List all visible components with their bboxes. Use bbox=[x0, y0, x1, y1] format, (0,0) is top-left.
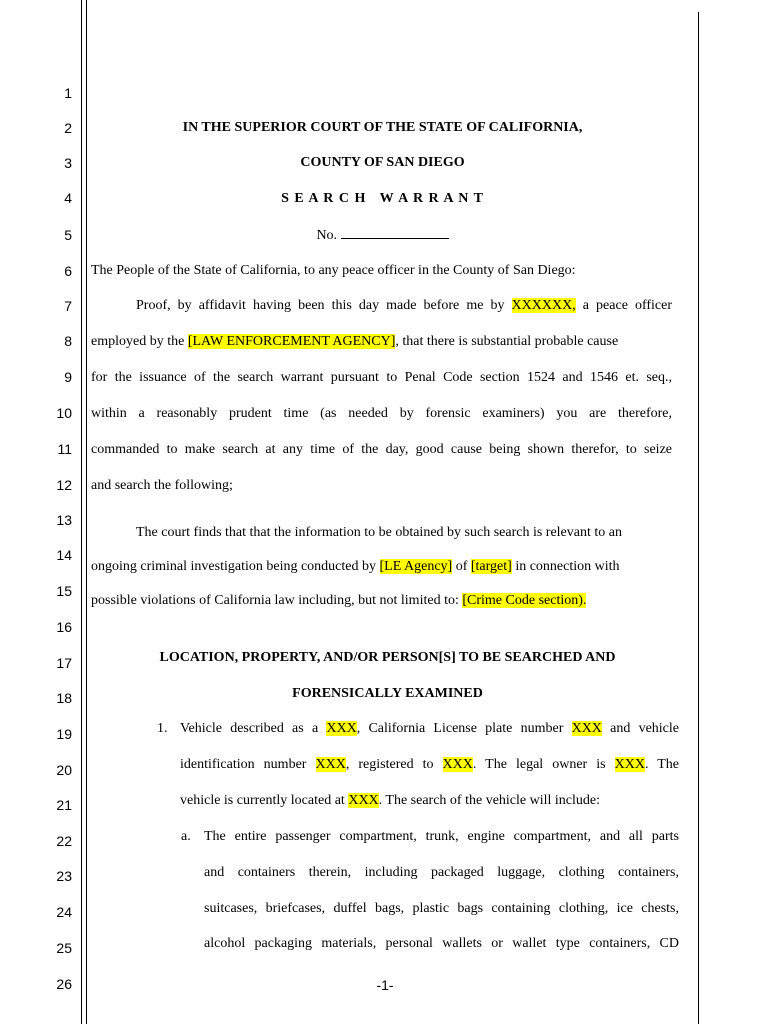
county-heading: COUNTY OF SAN DIEGO bbox=[300, 155, 465, 170]
line-number: 20 bbox=[56, 762, 72, 778]
document-title: S E A R C H W A R R A N T bbox=[281, 191, 484, 206]
line-6: The People of the State of California, to any peace officer in the County of San Diego: bbox=[91, 263, 576, 278]
line-number: 4 bbox=[64, 190, 72, 206]
line-number: 21 bbox=[56, 797, 72, 813]
line-number: 16 bbox=[56, 619, 72, 635]
line-24: suitcases, briefcases, duffel bags, plastic bags containing clothing, ice chests, bbox=[204, 901, 679, 916]
item-1-number: 1. bbox=[157, 721, 168, 736]
highlight-agency: [LAW ENFORCEMENT AGENCY] bbox=[187, 334, 396, 349]
line-number: 26 bbox=[56, 976, 72, 992]
highlight-target: [target] bbox=[470, 559, 512, 574]
line-10: within a reasonably prudent time (as needed by forensic examiners) you are therefore, bbox=[91, 406, 672, 421]
line-8: employed by the [LAW ENFORCEMENT AGENCY], that there is substantial probable cause bbox=[91, 334, 619, 349]
line-number: 8 bbox=[64, 333, 72, 349]
section-heading-line-2: FORENSICALLY EXAMINED bbox=[292, 686, 483, 701]
line-20: identification number XXX, registered to XXX. The legal owner is XXX. The bbox=[180, 757, 680, 772]
line-9: for the issuance of the search warrant pursuant to Penal Code section 1524 and 1546 et. seq., bbox=[91, 370, 672, 385]
line-number: 3 bbox=[64, 155, 72, 171]
right-margin-rule bbox=[698, 12, 699, 1024]
highlight-registered-owner: XXX bbox=[442, 757, 473, 772]
line-7: Proof, by affidavit having been this day made before me by XXXXXX, a peace officer bbox=[136, 298, 673, 313]
line-number: 6 bbox=[64, 263, 72, 279]
line-22: The entire passenger compartment, trunk, engine compartment, and all parts bbox=[204, 829, 679, 844]
highlight-affiant: XXXXXX, bbox=[511, 298, 576, 313]
highlight-plate: XXX bbox=[571, 721, 602, 736]
case-number bbox=[90, 226, 675, 245]
line-number: 12 bbox=[56, 477, 72, 493]
line-number: 5 bbox=[64, 227, 72, 243]
section-heading-line-1: LOCATION, PROPERTY, AND/OR PERSON[S] TO BE SEARCHED AND bbox=[159, 650, 616, 665]
case-number-label: No. bbox=[316, 228, 338, 243]
case-number-blank bbox=[341, 226, 449, 239]
line-number: 19 bbox=[56, 726, 72, 742]
highlight-legal-owner: XXX bbox=[614, 757, 645, 772]
line-14: ongoing criminal investigation being conducted by [LE Agency] of [target] in connection with bbox=[91, 559, 620, 574]
line-number: 17 bbox=[56, 655, 72, 671]
line-number: 7 bbox=[64, 298, 72, 314]
line-number: 24 bbox=[56, 904, 72, 920]
highlight-vin: XXX bbox=[315, 757, 346, 772]
line-number: 1 bbox=[64, 85, 72, 101]
highlight-crime-code: [Crime Code section). bbox=[462, 593, 587, 608]
line-19: Vehicle described as a XXX, California License plate number XXX and vehicle bbox=[180, 721, 679, 736]
line-number: 23 bbox=[56, 868, 72, 884]
line-number: 9 bbox=[64, 369, 72, 385]
line-number: 13 bbox=[56, 512, 72, 528]
line-number: 11 bbox=[57, 441, 72, 457]
line-13: The court finds that that the information to be obtained by such search is relevant to an bbox=[136, 525, 622, 540]
line-number: 14 bbox=[56, 547, 72, 563]
line-15: possible violations of California law including, but not limited to: [Crime Code section). bbox=[91, 593, 587, 608]
line-25: alcohol packaging materials, personal wallets or wallet type containers, CD bbox=[204, 936, 679, 951]
line-number: 10 bbox=[56, 405, 72, 421]
line-number: 18 bbox=[56, 690, 72, 706]
left-margin-rule bbox=[81, 0, 82, 1024]
line-number: 2 bbox=[64, 120, 72, 136]
line-11: commanded to make search at any time of the day, good cause being shown therefor, to seize bbox=[91, 442, 672, 457]
left-margin-rule-inner bbox=[86, 0, 87, 1024]
line-number: 25 bbox=[56, 940, 72, 956]
sub-item-a-letter: a. bbox=[181, 829, 191, 844]
line-number: 22 bbox=[56, 833, 72, 849]
highlight-le-agency: [LE Agency] bbox=[379, 559, 453, 574]
line-number: 15 bbox=[56, 583, 72, 599]
highlight-location: XXX bbox=[348, 793, 379, 808]
court-heading: IN THE SUPERIOR COURT OF THE STATE OF CALIFORNIA, bbox=[182, 120, 583, 135]
line-21: vehicle is currently located at XXX. The search of the vehicle will include: bbox=[180, 793, 600, 808]
line-12: and search the following; bbox=[91, 478, 233, 493]
line-23: and containers therein, including packaged luggage, clothing containers, bbox=[204, 865, 679, 880]
page-number: -1- bbox=[376, 977, 394, 993]
highlight-vehicle-desc: XXX bbox=[326, 721, 357, 736]
